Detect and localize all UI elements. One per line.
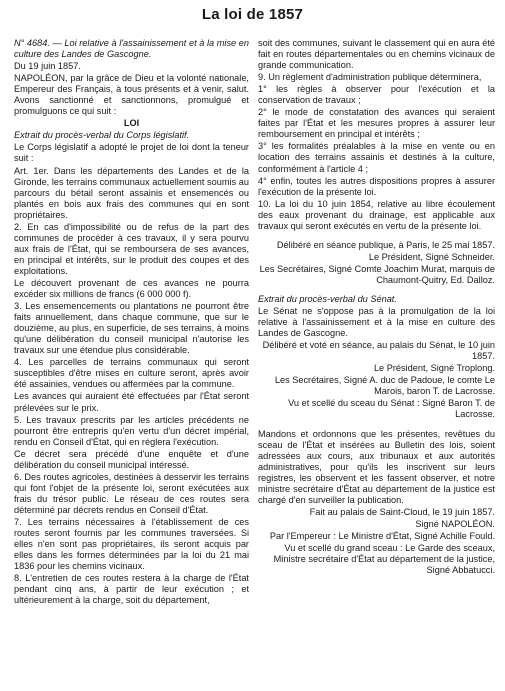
right-paragraph: Signé NAPOLÉON. — [415, 518, 495, 529]
left-paragraph: Extrait du procès-verbal du Corps législatif. — [14, 130, 190, 141]
left-paragraph: 8. L'entretien de ces routes restera à la charge de l'État pendant cinq ans, à partir de leur exécution ; et ultérieurement à la charge, soit du département, — [14, 573, 249, 606]
right-paragraph: 4° enfin, toutes les autres dispositions propres à assurer l'exécution de la présente loi. — [258, 175, 495, 197]
right-paragraph: 1° les règles à observer pour l'exécution et la conservation de travaux ; — [258, 84, 495, 106]
right-paragraph: 2° le mode de constatation des avances qui seraient faites par l'État et les mesures propres à assurer leur remboursement en principal et intérêts ; — [258, 107, 495, 140]
left-paragraph: Les avances qui auraient été effectuées par l'État seront prélevées sur le prix. — [14, 391, 249, 413]
right-paragraph: Vu et scellé du grand sceau : Le Garde des sceaux, Ministre secrétaire d'État au département de la justice, Signé Abbatucci. — [273, 542, 495, 576]
right-paragraph: Les Secrétaires, Signé Comte Joachim Murat, marquis de Chaumont-Quitry, Ed. Dalloz. — [259, 263, 495, 285]
left-column — [14, 38, 249, 607]
left-paragraph: 6. Des routes agricoles, destinées à desservir les terrains qui font l'objet de la présente loi, seront exécutées aux frais du trésor public. Le réseau de ces routes sera déterminé par décrets rendus en Conseil d'État. — [14, 471, 249, 515]
page-title: La loi de 1857 — [201, 6, 304, 23]
left-paragraph: 3. Les ensemencements ou plantations ne pourront être faits annuellement, dans chaque commune, que sur le douzième, au plus, en superficie, de ses terrains, à moins qu'une délibération du conseil municipal n'autorise les travaux sur une étendue plus considérable. — [14, 301, 249, 356]
right-paragraph: 3° les formalités préalables à la mise en vente ou en location des terrains assainis et destinés à la culture, conformément à l'article 4 ; — [258, 141, 495, 174]
right-paragraph: 10. La loi du 10 juin 1854, relative au libre écoulement des eaux provenant du drainage, est applicable aux travaux qui seront exécutés en vertu de la présente loi. — [258, 198, 495, 231]
left-paragraph: 4. Les parcelles de terrains communaux qui seront susceptibles d'être mises en culture seront, après avoir été assainies, vendues ou affermées par la commune. — [14, 357, 249, 390]
left-paragraph: 2. En cas d'impossibilité ou de refus de la part des communes de procéder à ces travaux, il y sera pourvu aux frais de l'État, qui se remboursera de ses avances, en principal et intérêts, sur le produit des coupes et des exploitations. — [14, 221, 249, 276]
right-paragraph: Le Président, Signé Schneider. — [368, 251, 495, 262]
left-paragraph: 7. Les terrains nécessaires à l'établissement de ces routes seront fournis par les communes traversées. Si elles n'en sont pas propriétaires, ils seront acquis par elles dans les formes déterminées par la loi du 21 mai 1836 pour les chemins vicinaux. — [14, 516, 249, 572]
right-paragraph — [258, 422, 495, 428]
left-paragraph: NAPOLÉON, par la grâce de Dieu et la volonté nationale, Empereur des Français, à tous présents et à venir, salut. Avons sanctionné et sanctionnons, promulgué et promulguons ce qui suit : — [14, 73, 249, 117]
right-paragraph: Les Secrétaires, Signé A. duc de Padoue, le comte Le Marois, baron T. de Lacrosse. — [274, 375, 495, 397]
right-paragraph: 9. Un règlement d'administration publique déterminera, — [258, 72, 482, 83]
right-paragraph — [258, 287, 495, 293]
right-paragraph: Extrait du procès-verbal du Sénat. — [258, 293, 397, 304]
right-paragraph: soit des communes, suivant le classement qui en aura été fait en routes départementales ou en chemins vicinaux de grande communication. — [258, 38, 495, 71]
right-paragraph: Délibéré et voté en séance, au palais du Sénat, le 10 juin 1857. — [262, 340, 495, 362]
right-paragraph: Le Sénat ne s'oppose pas à la promulgation de la loi relative à l'assainissement et à la mise en culture des Landes de Gascogne. — [258, 306, 495, 339]
left-paragraph: Art. 1er. Dans les départements des Landes et de la Gironde, les terrains communaux actuellement soumis au parcours du bétail seront assainis et ensemencés ou plantés en bois aux frais des communes qui en sont propriétaires. — [14, 165, 249, 220]
left-paragraph: Le découvert provenant de ces avances ne pourra excéder six millions de francs (6 000 000 f). — [14, 277, 249, 300]
left-paragraph: Ce décret sera précédé d'une enquête et d'une délibération du conseil municipal intéressé. — [14, 448, 249, 470]
left-paragraph: N° 4684. — Loi relative à l'assainissement et à la mise en culture des Landes de Gascogne. — [14, 38, 249, 60]
right-column — [258, 38, 495, 577]
left-paragraph: LOI — [123, 118, 140, 129]
right-paragraph: Par l'Empereur : Le Ministre d'État, Signé Achille Fould. — [269, 530, 495, 541]
left-paragraph: Le Corps législatif a adopté le projet de loi dont la teneur suit : — [14, 142, 249, 164]
left-paragraph: Du 19 juin 1857. — [14, 61, 81, 72]
right-paragraph: Délibéré en séance publique, à Paris, le 25 mai 1857. — [276, 239, 495, 250]
right-paragraph: Vu et scellé du sceau du Sénat : Signé Baron T. de Lacrosse. — [288, 398, 495, 420]
right-paragraph: Fait au palais de Saint-Cloud, le 19 juin 1857. — [309, 506, 495, 517]
right-paragraph — [258, 233, 495, 239]
right-paragraph: Mandons et ordonnons que les présentes, revêtues du sceau de l'État et insérées au Bulletin des lois, soient adressées aux cours, aux tribunaux et aux autorités administratives, pour qu'ils les inscrivent sur leurs registres, les observent et les fassent observer, et notre ministre secrétaire d'État au département de la justice est chargé d'en surveiller la publication. — [258, 428, 495, 505]
left-paragraph: 5. Les travaux prescrits par les articles précédents ne pourront être entrepris qu'en vertu d'un décret impérial, rendu en Conseil d'État, qui en réglera l'exécution. — [14, 414, 249, 447]
right-paragraph: Le Président, Signé Troplong. — [373, 363, 495, 374]
